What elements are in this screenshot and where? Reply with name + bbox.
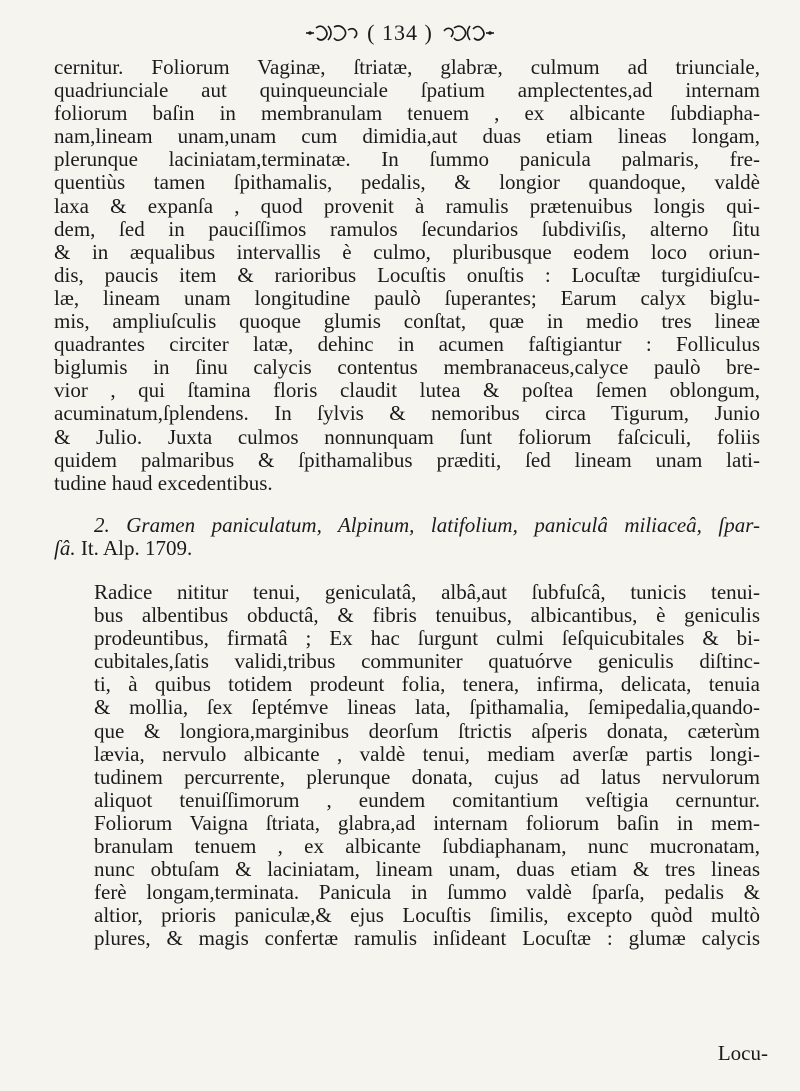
text-line: aliquot tenuiſſimorum , eundem comitantium veſtigia cernuntur. [94, 787, 760, 812]
section-citation: It. Alp. 1709. [80, 535, 193, 560]
text-line: & in æqualibus intervallis è culmo, pluribusque eodem loco oriun- [54, 239, 760, 264]
left-ornament-icon [304, 22, 359, 44]
text-line: quadrantes circiter latæ, dehinc in acumen faſtigiantur : Folliculus [54, 332, 760, 357]
section-heading-continuation: ſâ. [54, 535, 76, 560]
text-line: vior , qui ſtamina floris claudit lutea & poſtea ſemen oblongum, [54, 378, 760, 403]
text-line: altior, prioris paniculæ,& ejus Locuſtis ſimilis, excepto quòd multò [94, 903, 760, 928]
text-line: læ, lineam unam longitudine paulò ſuperantes; Earum calyx biglu- [54, 285, 760, 310]
text-line: ferè longam,terminata. Panicula in ſummo valdè ſparſa, pedalis & [94, 880, 760, 905]
text-line: biglumis in ſinu calycis contentus membranaceus,calyce paulò bre- [54, 355, 760, 380]
text-line: nam,lineam unam,unam cum dimidia,aut duas etiam lineas longam, [54, 124, 760, 149]
text-line: que & longiora,marginibus deorſum ſtrictis aſperis donata, cæterùm [94, 718, 760, 743]
text-line: & Julio. Juxta culmos nonnunquam ſunt foliorum faſciculi, foliis [54, 424, 760, 449]
text-line: acuminatum,ſplendens. In ſylvis & nemoribus circa Tigurum, Junio [54, 401, 760, 426]
text-line: plures, & magis confertæ ramulis inſideant Locuſtæ : glumæ calycis [94, 926, 760, 951]
body-text [54, 56, 760, 950]
text-line: nunc obtuſam & laciniatam, lineam unam, duas etiam & tres lineas [94, 857, 760, 882]
text-line: dem, ſed in pauciſſimos ramulos ſecundarios ſubdiviſis, alterno ſitu [54, 216, 760, 241]
text-line: quentiùs tamen ſpithamalis, pedalis, & longior quandoque, valdè [54, 170, 760, 195]
section-heading [54, 514, 760, 537]
text-line: Radice nititur tenui, geniculatâ, albâ,aut ſubfuſcâ, tunicis tenui- [94, 579, 760, 604]
text-line: prodeuntibus, firmatâ ; Ex hac ſurgunt culmi ſeſquicubitales & bi- [94, 626, 760, 651]
text-line: quidem palmaribus & ſpithamalibus præditi, ſed lineam unam lati- [54, 447, 760, 472]
text-line: & mollia, ſex ſeptémve lineas lata, ſpithamalia, ſemipedalia,quando- [94, 695, 760, 720]
page-header [0, 16, 800, 50]
text-line: foliorum baſin in membranulam tenuem , ex albicante ſubdiapha- [54, 101, 760, 126]
text-line: Foliorum Vaigna ſtriata, glabra,ad internam foliorum baſin in mem- [94, 810, 760, 835]
text-line: mis, ampliuſculis quoque glumis conſtat, quæ in medio tres lineæ [54, 309, 760, 334]
section-heading-line: 2. Gramen paniculatum, Alpinum, latifolium, paniculâ miliaceâ, ſpar- [94, 512, 760, 537]
text-line: lævia, nervulo albicante , valdè tenui, mediam averſæ partis longi- [94, 741, 760, 766]
catchword: Locu- [717, 1041, 768, 1065]
paragraph-1 [54, 56, 760, 495]
paragraph-2 [54, 581, 760, 951]
text-line: ti, à quibus totidem prodeunt folia, tenera, infirma, delicata, tenuia [94, 672, 760, 697]
page-number: ( 134 ) [367, 20, 433, 45]
text-line: cubitales,ſatis validi,tribus communiter quatuórve geniculis diſtinc- [94, 649, 760, 674]
text-line: bus albentibus obductâ, & fibris tenuibus, albicantibus, è geniculis [94, 603, 760, 628]
text-line: dis, paucis item & rarioribus Locuſtis onuſtis : Locuſtæ turgidiuſcu- [54, 262, 760, 287]
text-line: tudinem percurrente, plerunque donata, cujus ad latus nervulorum [94, 764, 760, 789]
text-line: branulam tenuem , ex albicante ſubdiaphanam, nunc mucronatam, [94, 834, 760, 858]
text-line: cernitur. Foliorum Vaginæ, ſtriatæ, glabræ, culmum ad triunciale, [54, 55, 760, 79]
text-line: quadriunciale aut quinqueunciale ſpatium amplectentes,ad internam [54, 78, 760, 103]
text-line: laxa & expanſa , quod provenit à ramulis prætenuibus longis qui- [54, 193, 760, 218]
text-line: tudine haud excedentibus. [54, 470, 273, 495]
text-line: plerunque laciniatam,terminatæ. In ſummo panicula palmaris, fre- [54, 147, 760, 172]
right-ornament-icon [441, 22, 496, 44]
section-reference [54, 537, 760, 560]
